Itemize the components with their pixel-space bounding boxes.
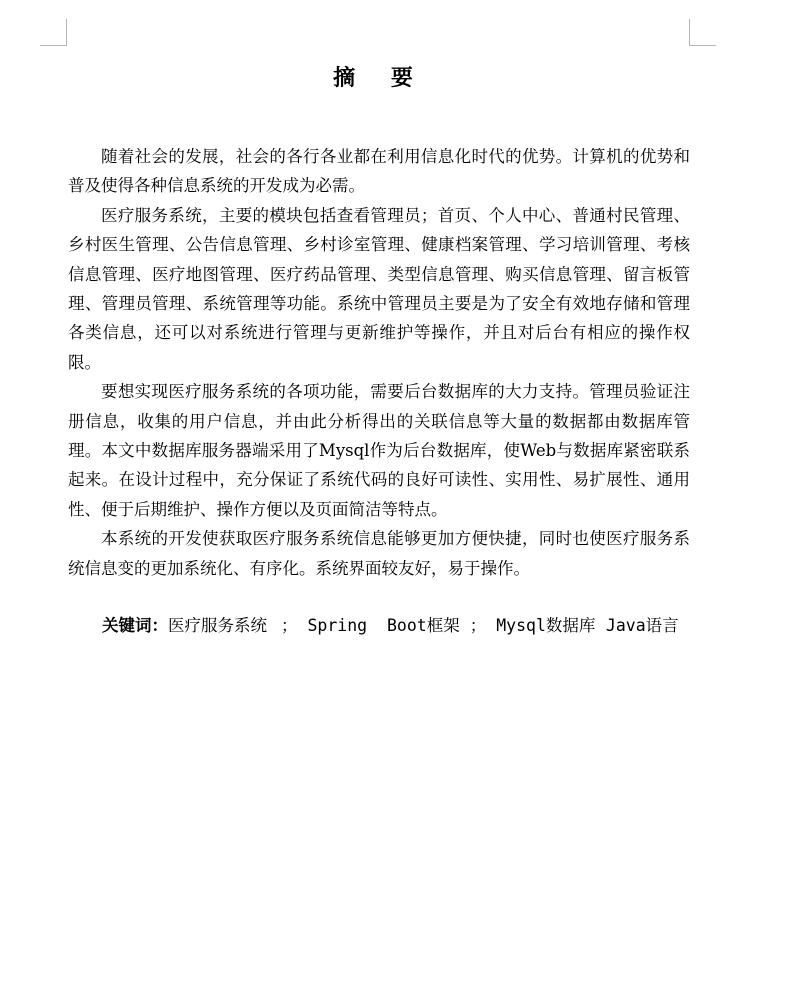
- crop-mark-top-right-horizontal: [689, 45, 716, 46]
- crop-mark-top-left-vertical: [66, 19, 67, 46]
- abstract-paragraph-3: 要想实现医疗服务系统的各项功能，需要后台数据库的大力支持。管理员验证注册信息，收集的用户信息，并由此分析得出的关联信息等大量的数据都由数据库管理。本文中数据库服务器端采用了Mysql作为后台数据库，使Web与数据库紧密联系起来。在设计过程中，充分保证了系统代码的良好可读性、实用性、易扩展性、通用性、便于后期维护、操作方便以及页面简洁等特点。: [68, 382, 690, 519]
- crop-mark-top-right-vertical: [689, 19, 690, 46]
- crop-mark-top-left-horizontal: [40, 45, 67, 46]
- keyword-3-cjk: 数据库: [545, 616, 596, 635]
- keyword-1: 医疗服务系统: [168, 616, 267, 635]
- keyword-4-cjk: 语言: [645, 616, 679, 635]
- keyword-4-latin: Java: [605, 616, 646, 635]
- keyword-2-cjk: 框架: [426, 616, 460, 635]
- keyword-separator-2: ；: [469, 616, 487, 635]
- keyword-separator-1: ；: [281, 616, 298, 635]
- keywords-label: 关键词：: [102, 616, 168, 635]
- abstract-paragraph-1: 随着社会的发展，社会的各行各业都在利用信息化时代的优势。计算机的优势和普及使得各种信息系统的开发成为必需。: [68, 147, 690, 196]
- keyword-3-latin: Mysql: [496, 616, 546, 635]
- keywords-line: [102, 611, 702, 640]
- abstract-title: 摘 要: [333, 65, 427, 91]
- keyword-2-latin: Spring Boot: [307, 616, 427, 635]
- abstract-paragraph-2: 医疗服务系统，主要的模块包括查看管理员；首页、个人中心、普通村民管理、乡村医生管理、公告信息管理、乡村诊室管理、健康档案管理、学习培训管理、考核信息管理、医疗地图管理、医疗药品管理、类型信息管理、购买信息管理、留言板管理、管理员管理、系统管理等功能。系统中管理员主要是为了安全有效地存储和管理各类信息，还可以对系统进行管理与更新维护等操作，并且对后台有相应的操作权限。: [68, 205, 690, 372]
- abstract-paragraph-4: 本系统的开发使获取医疗服务系统信息能够更加方便快捷，同时也使医疗服务系统信息变的更加系统化、有序化。系统界面较友好，易于操作。: [68, 529, 690, 578]
- abstract-body: [68, 142, 690, 583]
